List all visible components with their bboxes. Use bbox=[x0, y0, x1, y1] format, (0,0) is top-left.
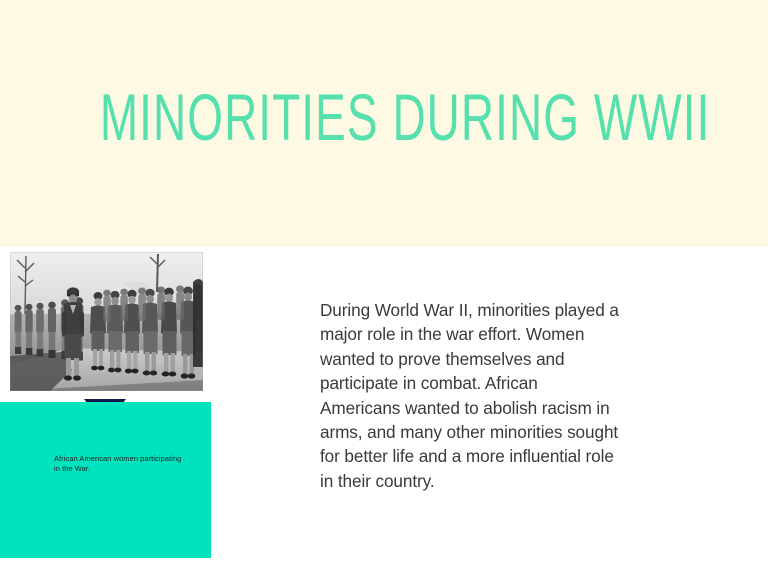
slide-title: MINORITIES DURING WWII bbox=[99, 81, 711, 155]
body-paragraph: During World War II, minorities played a major role in the war effort. Women wanted to prove themselves and participate in combat. African Americans wanted to abolish racism in arms, and many other minorities sought for better life and a more influential role in their country. bbox=[320, 300, 619, 491]
photo-illustration bbox=[10, 252, 203, 391]
photo-caption: African American women participating in the War. bbox=[54, 454, 182, 473]
historical-photo bbox=[10, 252, 203, 391]
caption-panel bbox=[0, 402, 211, 558]
